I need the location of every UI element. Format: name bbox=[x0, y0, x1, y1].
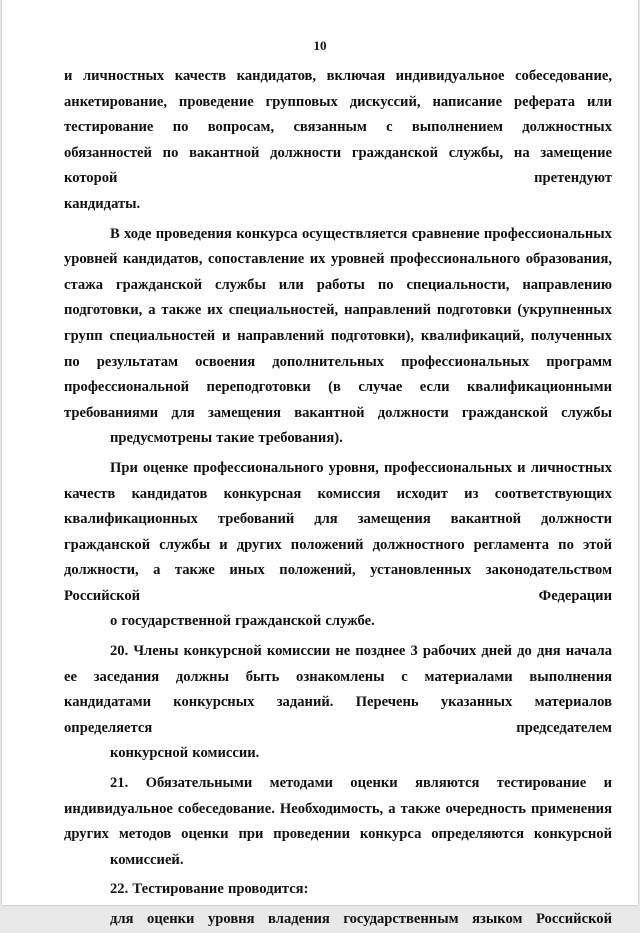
text-line: других методов оценки при проведении конкурса определяются конкурсной bbox=[64, 826, 612, 843]
paragraph-item-21 bbox=[64, 771, 612, 873]
text-line-last: о государственной гражданской службе. bbox=[110, 613, 375, 630]
text-line: стажа гражданской службы или работы по специальности, направлению подготовки, bbox=[64, 276, 612, 319]
document-page bbox=[2, 0, 638, 927]
text-line: службы и других положений должностного регламента по этой должности, а также bbox=[64, 536, 612, 579]
text-line: качеств кандидатов конкурсная комиссия исходит из соответствующих bbox=[64, 485, 612, 502]
text-line: требованиями для замещения вакантной должности гражданской службы bbox=[64, 404, 612, 421]
text-line: 20. Члены конкурсной комиссии не позднее 3 рабочих дней до дня начала bbox=[110, 643, 612, 660]
text-line-last: конкурсной комиссии. bbox=[110, 745, 260, 762]
text-line: конкурсных заданий. Перечень указанных материалов определяется председателем bbox=[64, 694, 612, 736]
text-line: а также их специальностей, направлений подготовки (укрупненных групп bbox=[64, 302, 612, 344]
page-body bbox=[64, 64, 612, 933]
paragraph-3 bbox=[64, 456, 612, 635]
paragraph-item-22 bbox=[64, 877, 612, 903]
text-line: для оценки уровня владения государственным языком Российской bbox=[110, 911, 612, 927]
text-line: уровней кандидатов, сопоставление их уровней профессионального образования, bbox=[64, 251, 612, 268]
text-line: анкетирование, проведение групповых дискуссий, написание реферата или bbox=[64, 93, 612, 110]
text-line-last: кандидаты. bbox=[64, 195, 141, 212]
text-line: При оценке профессионального уровня, профессиональных и личностных bbox=[110, 459, 612, 476]
text-line: В ходе проведения конкурса осуществляется сравнение профессиональных bbox=[110, 225, 612, 242]
text-line: профессиональной переподготовки (в случае если квалификационными bbox=[64, 379, 612, 396]
text-line-last: 22. Тестирование проводится: bbox=[110, 881, 309, 898]
text-line: и личностных качеств кандидатов, включая индивидуальное собеседование, bbox=[64, 68, 612, 84]
text-line-last: предусмотрены такие требования). bbox=[110, 430, 343, 447]
paragraph-item-20 bbox=[64, 639, 612, 767]
text-line: тестирование по вопросам, связанным с выполнением должностных обязанностей bbox=[64, 119, 612, 161]
paragraph-item-22-list bbox=[64, 907, 612, 933]
text-line: и индивидуальное собеседование. Необходимость, а также очередность применения bbox=[64, 775, 612, 817]
paragraph-2 bbox=[64, 222, 612, 452]
text-line: квалификационных требований для замещения вакантной должности гражданской bbox=[64, 511, 612, 553]
paragraph-1 bbox=[64, 64, 612, 218]
text-line: по вакантной должности гражданской службы, на замещение которой претендуют bbox=[64, 144, 612, 187]
text-line: ее заседания должны быть ознакомлены с материалами выполнения кандидатами bbox=[64, 668, 612, 711]
text-line: специальностей и направлений подготовки), квалификаций, полученных bbox=[109, 327, 612, 344]
text-line: иных положений, установленных законодательством Российской Федерации bbox=[64, 562, 613, 604]
text-line: по результатам освоения дополнительных профессиональных программ bbox=[64, 353, 612, 370]
text-line-last: комиссией. bbox=[110, 851, 184, 868]
page-number: 10 bbox=[313, 38, 327, 53]
text-line: 21. Обязательными методами оценки являются тестирование bbox=[110, 775, 587, 792]
